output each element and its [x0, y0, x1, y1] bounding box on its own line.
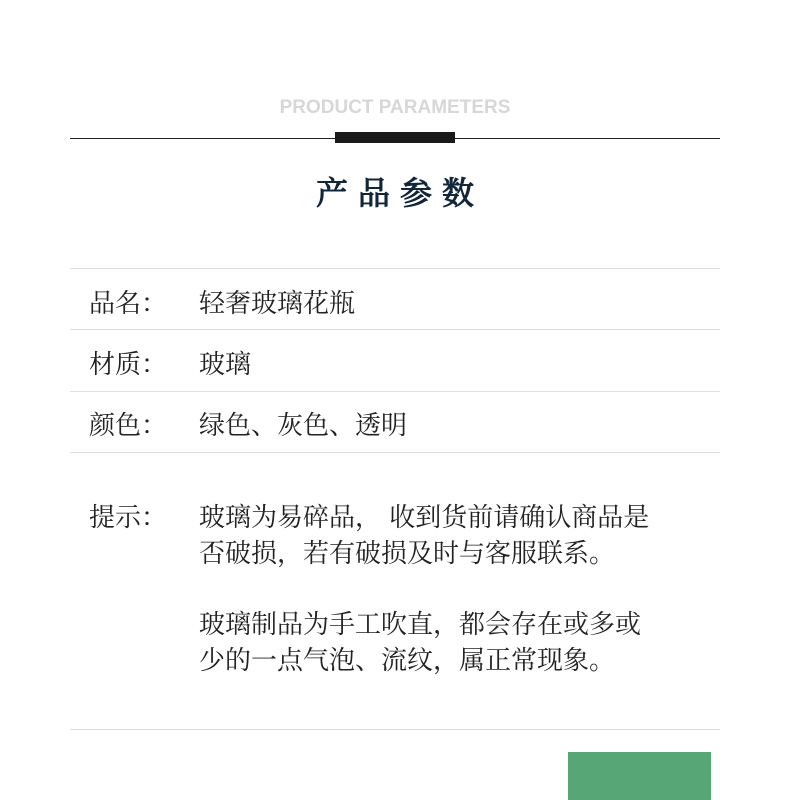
notice-line: 少的一点气泡、流纹，属正常现象。 [199, 646, 616, 676]
green-color-swatch [568, 752, 711, 800]
param-value: 轻奢玻璃花瓶 [199, 289, 356, 319]
notice-label: 提示： [89, 503, 168, 533]
header-rule-accent [335, 132, 455, 143]
param-value: 玻璃 [199, 350, 252, 380]
divider [70, 729, 720, 730]
param-value: 绿色、灰色、透明 [199, 411, 408, 441]
divider [70, 452, 720, 453]
param-label: 颜色： [89, 411, 168, 441]
notice-line: 否破损，若有破损及时与客服联系。 [199, 539, 616, 569]
notice-line: 玻璃为易碎品， 收到货前请确认商品是 [199, 503, 650, 533]
notice-line: 玻璃制品为手工吹直，都会存在或多或 [199, 610, 642, 640]
page-title: 产品参数 [315, 174, 484, 212]
divider [70, 391, 720, 392]
param-label: 材质： [89, 350, 168, 380]
divider [70, 329, 720, 330]
section-subtitle: PRODUCT PARAMETERS [279, 97, 511, 118]
param-label: 品名： [89, 289, 168, 319]
divider [70, 268, 720, 269]
